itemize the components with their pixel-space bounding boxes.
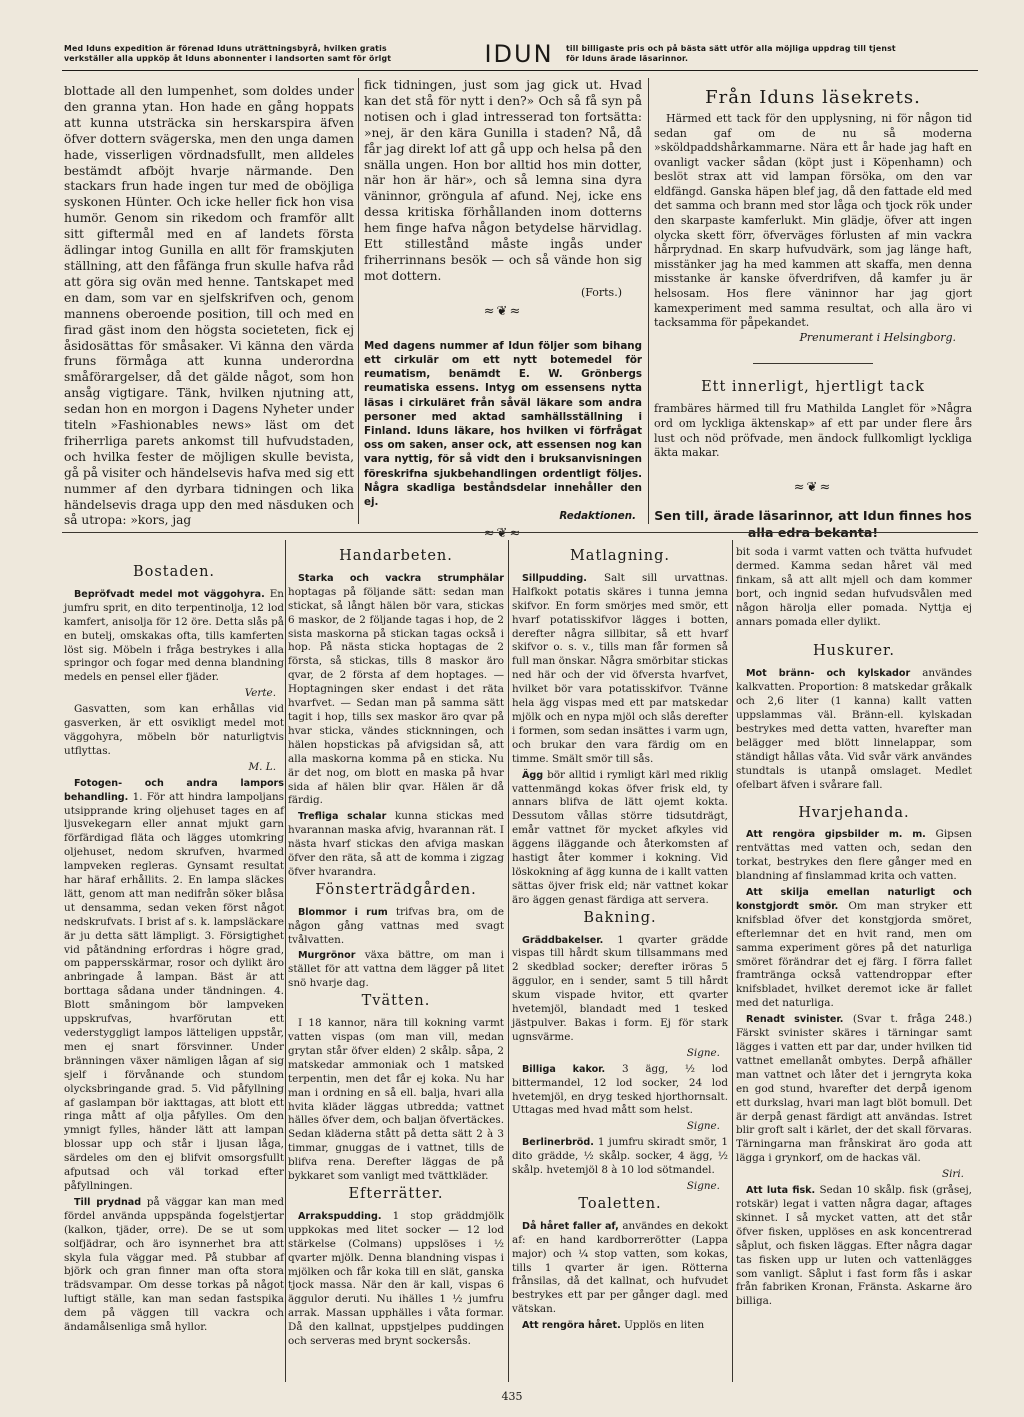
bakning-item bbox=[512, 934, 728, 1045]
bakning-item bbox=[512, 1063, 728, 1119]
item-lead: Gräddbakelser. bbox=[522, 934, 604, 946]
item-lead: Starka och vackra strumphälar bbox=[298, 572, 504, 584]
item-signature: M. L. bbox=[248, 760, 276, 773]
bostaden-column bbox=[64, 546, 284, 1337]
fonster-item bbox=[288, 949, 504, 991]
item-text: 1. För att hindra lampoljans utsipprande kring oljehuset tages en af ljusvekegarn eller annat mjukt garn förfärdigad fläta och lägges utomkring oljehuset, nedom skrufven, hvarmed lampveken regleras. Gynsamt resultat har häraf erhållits. 2. En lampa släckes lätt, genom att man nedifrån söker blåsa ut densamma, sedan veken först något nedskrufvats. I brist af s. k. lampsläckare är ju detta sätt lämpligt. 3. Försigtighet vid påtändning erfordras i högre grad, om pappersskärmar, rosor och dylikt äro anbringade å lampan. Bäst är att borttaga sådana under tändningen. 4. Blott småningom bör lampveken uppskrufvas, hvarförutan ett vederstyggligt lampos lätteligen uppstår, men ej snart försvinner. Under bränningen växer nämligen lågan af sig sjelf i förvånande och stundom olycksbringande grad. 5. Vid påfyllning af gaslampan bör iakttagas, att blott ett ringa mått af olja påfylles. Om den ymnigt fylles, händer lätt att lampan blossar upp och står i ljusan låga, särdeles om den ej blifvit omsorgsfullt afputsad och väl torkad efter påfyllningen. bbox=[64, 790, 284, 1192]
header-right-notice bbox=[566, 44, 974, 64]
huskurer-title: Huskurer. bbox=[812, 643, 895, 660]
thanks-letter-text: frambäres härmed till fru Mathilda Langlet för »Några ord om lyckliga äktenskap» af ett par under flere års lust och nöd pröfvade, men ändock fullkomligt lyckliga äkta makar. bbox=[654, 402, 972, 460]
bostaden-title: Bostaden. bbox=[132, 564, 216, 580]
item-text: bör alltid i rymligt kärl med riklig vattenmängd kokas öfver frisk eld, ty annars blifva de lätt ojemt kokta. Dessutom vållas större tidsutdrägt, emår vattnet för mycket afkyles vid äggens iläggande och återkomsten af hastigt åter kommer i kokning. Vid löskokning af ägg kunna de i kallt vatten sättas öjver frisk eld; när vattnet kokar äro äggen genast färdiga att servera. bbox=[512, 768, 728, 906]
item-lead: Fotogen- och andra lampors behandling. bbox=[64, 777, 284, 803]
readers-call-to-action: Sen till, ärade läsarinnor, att Idun finnes hos alla edra bekanta! bbox=[654, 507, 972, 540]
item-lead: Sillpudding. bbox=[522, 572, 587, 584]
thanks-letter bbox=[654, 402, 972, 460]
reader-letter-1 bbox=[654, 112, 972, 346]
hvarjehanda-item bbox=[736, 828, 972, 884]
column-divider bbox=[285, 540, 286, 1382]
readers-column bbox=[654, 84, 972, 541]
bakning-item bbox=[512, 1136, 728, 1178]
header-left-notice bbox=[64, 44, 470, 64]
item-text: Salt sill urvattnas. Halfkokt potatis skäres i tunna jemna skifvor. En form smörjes med smör, ett hvarf potatisskifvor lägges i botten, derefter några sillbitar, så ett hvarf skifvor o. s. v., tills man får formen så full man önskar. Några smörbitar stickas ned här och der vid öfversta hvarfvet, hvilket bör vara potatisskifvor. Tvänne hela ägg vispas med ett par matskedar mjölk och en nypa mjöl och slås derefter i formen, som sedan insättes i varm ugn, och brukar den vara färdig om en timme. Smält smör till sås. bbox=[512, 571, 728, 765]
efterratter-item bbox=[288, 1210, 504, 1349]
column-divider bbox=[508, 540, 509, 1382]
item-signature: Signe. bbox=[686, 1179, 720, 1192]
header-left-line-2: verkställer alla uppköp åt Iduns abonnenter i landsorten samt för örlgt bbox=[64, 54, 392, 63]
column-divider bbox=[732, 540, 733, 1382]
page-number: 435 bbox=[501, 1390, 523, 1403]
toaletten-continued: bit soda i varmt vatten och tvätta hufvudet dermed. Kamma sedan håret väl med finkam, så att allt mjell och dam kommer bort, och ingnid sedan hufvudsvålen med någon härolja eller pomada. Nyttja ej annars pomada eller dylikt. bbox=[736, 546, 972, 628]
tvatten-text: I 18 kannor, nära till kokning varmt vatten vispas (om man vill, medan grytan står öfver elden) 2 skålp. såpa, 2 matskedar ammoniak och 1 matsked terpentin, men det får ej koka. Nu har man i ordning en så ell. balja, hvari alla hvita kläder läggas utbredda; vattnet hälles öfver dem, och baljan öfvertäckes. Sedan kläderna stått på detta sätt 2 à 3 timmar, gnuggas de i vattnet, tills de blifva rena. Derefter läggas de på bykkaret som vanligt med tvättkläder. bbox=[288, 1017, 504, 1183]
item-text: användes en dekokt af: en hand kardborrerötter (Lappa major) och ¼ stop vatten, som kokas, tills 1 qvarter är igen. Rötterna frånsilas, då det kallnat, och hufvudet bestrykes ett par per gånger dagl. med vätskan. bbox=[512, 1219, 728, 1316]
item-lead: Till prydnad bbox=[74, 1196, 142, 1208]
item-signature: Signe. bbox=[686, 1046, 720, 1059]
item-text: Gasvatten, som kan erhållas vid gasverken, är ett osvikligt medel mot väggohyra, möbeln bör naturligtvis utflyttas. bbox=[64, 703, 284, 757]
readers-section-title: Från Iduns läsekrets. bbox=[705, 87, 921, 108]
item-text: Upplös en liten bbox=[624, 1319, 705, 1332]
matlagning-column bbox=[512, 546, 728, 1335]
toaletten-title: Toaletten. bbox=[578, 1195, 662, 1212]
item-lead: Blommor i rum bbox=[298, 906, 388, 918]
header-rule bbox=[62, 70, 978, 71]
supplement-notice-text: Med dagens nummer af Idun följer som bihang ett cirkulär om ett nytt botemedel för reumatism, benämdt E. W. Grönbergs reumatiska essens. Intyg om essensens nytta läsas i cirkuläret från såväl läkare som andra personer med aktad samhällsställning i Finland. Iduns läkare, hos hvilken vi förfrågat oss om saken, anser ock, att essensen nog kan vara nyttig, för så vidt den i bruksanvisningen föreskrifna sjukbehandlingen ordentligt följes. Några skadliga beståndsdelar innehåller den ej. bbox=[364, 339, 642, 508]
item-text: hoptagas på följande sätt: sedan man stickat, så långt hälen bör vara, stickas 6 maskor, de 2 följande tagas i hop, de 2 sista maskorna på stickan tagas också i hop. På nästa sticka hoptagas de 2 första, så stickas, tills 8 maskor äro qvar, de 2 första af dem hoptages. — Hoptagningen sker endast i det räta hvarfvet. — Sedan man på samma sätt tagit i hop, tills sex maskor äro qvar på hvar sticka, vändes sticknningen, och hälen hopstickas på afvigsidan så, att alla maskorna komma på en sticka. Nu är det nog, om blott en maska på hvar sida af hälen blir qvar. Hälen är då färdig. bbox=[288, 585, 504, 807]
serial-story-text-1: blottade all den lumpenhet, som doldes under den granna ytan. Hon hade en gång hoppats att kunna utsträcka sin herskarspira äfven öfver dottern svägerska, men den unga damen hade, visserligen vördnadsfullt, men alldeles bestämdt afböjt hvarje närmande. Den stackars frun hade ingen tur med de oböjliga syskonen Hünter. Och icke heller fick hon visa humör. Genom sin rikedom och framför allt sitt giftermål med en af landets första ädlingar intog Gunilla en allt för framskjuten ställning, att den fåfänga frun skulle hafva råd att göra sig ovän med henne. Tantskapet med en dam, som var en sjelfskrifven och, genom mannens oberoende position, till och med en firad gäst inom den högsta societeten, fick ej åsidosättas för småsaker. Vi känna den värda fruns förmåga att kunna underordna småförargelser, då det gälde något, som hon ansåg vigtigare. Tänk, hvilken njutning att, sedan hon en morgon i Dagens Nyheter under titeln »Fashionables news» läst om det friherrliga parets ankomst till hufvudstaden, och hvilka fester de möjligen skulle bevista, gå på visiter och händelsevis hafva med sig ett nummer af den dyrbara tidningen och lika händelsevis draga upp den med näsduken och så utropa: »kors, jag bbox=[64, 84, 354, 528]
handarbeten-column bbox=[288, 546, 504, 1351]
reader-letter-1-text: Härmed ett tack för den upplysning, ni för någon tid sedan gaf om de nu så moderna »sköldpaddshårkammarne. Nära ett år hade jag haft en ovanligt vacker sådan (köpt just i Köpenhamn) och beslöt strax att vid lampan försöka, om den var eldfängd. Ganska häpen blef jag, då den fattade eld med det samma och brann med stor låga och tjock rök under den skarpaste kamferlukt. Min glädje, öfver att ingen olycka skett förr, öfverväges förlusten af min vackra hårprydnad. En skarp hufvudvärk, som jag länge haft, misstänker jag ha med kammen att skaffa, men denna misstanke är kanske öfverdrifven, då kamfer ju är helsosam. Hos flere väninnor har jag gjort kamexperiment med samma resultat, och alla äro vi tacksamma för påpekandet. bbox=[654, 111, 972, 330]
item-lead: Renadt svinister. bbox=[746, 1014, 844, 1026]
masthead: IDUN bbox=[484, 40, 554, 68]
item-lead: Att rengöra håret. bbox=[522, 1320, 621, 1332]
item-signature: Verte. bbox=[244, 687, 276, 700]
huskurer-column bbox=[736, 546, 972, 1311]
handarbeten-item bbox=[288, 572, 504, 808]
serial-story-column-2 bbox=[364, 78, 642, 545]
item-signature: Signe. bbox=[686, 1120, 720, 1133]
tvatten-title: Tvätten. bbox=[361, 993, 431, 1010]
column-divider bbox=[648, 78, 649, 524]
hvarjehanda-item bbox=[736, 1013, 972, 1166]
item-lead: Att luta fisk. bbox=[746, 1185, 816, 1197]
item-text: En jumfru sprit, en dito terpentinolja, 12 lod kamfert, anisolja för 12 öre. Detta slås på en butelj, omskakas ofta, tills kamferten löst sig. Möbeln i fråga bestrykes i alla springor och fogar med denna blandning medels en pensel eller fjäder. bbox=[64, 587, 284, 684]
thanks-title: Ett innerligt, hjertligt tack bbox=[701, 379, 925, 396]
hvarjehanda-item bbox=[736, 1184, 972, 1309]
toaletten-item bbox=[512, 1220, 728, 1317]
item-lead: Arrakspudding. bbox=[298, 1210, 382, 1222]
item-lead: Mot bränn- och kylskador bbox=[746, 668, 911, 680]
continued-label: (Forts.) bbox=[580, 285, 622, 299]
supplement-notice-signature: Redaktionen. bbox=[559, 510, 636, 523]
reader-letter-1-signature: Prenumerant i Helsingborg. bbox=[799, 330, 956, 344]
supplement-notice bbox=[364, 339, 642, 524]
item-lead: Att rengöra gipsbilder m. m. bbox=[746, 829, 926, 841]
efterratter-title: Efterrätter. bbox=[348, 1185, 444, 1202]
serial-story-column-1 bbox=[64, 84, 354, 529]
serial-story-text-2: fick tidningen, just som jag gick ut. Hvad kan det stå för nytt i den?» Och så få syn på notisen och i glad intresserad ton fortsätta: »nej, är den kära Gunilla i staden? Nå, då får jag direkt lof att gå upp och helsa på den snälla ungen. Hon bor alltid hos min dotter, när hon är här», och så lemna sina dyra väninnor, gröngula af afund. Nej, icke ens dessa kritiska förhållanden inom dotterns hem finge hafva någon betydelse härvidlag. Ett stillestånd måste ingås under friherrinnans besök — och så vände hon sig mot dottern. bbox=[364, 78, 642, 283]
item-text: på väggar kan man med fördel använda uppspända fogelstjertar (kalkon, tjäder, orre). De se ut som solfjädrar, och äro isynnerhet bra att skyla fula väggar med. På stubbar af björk och gran finner man ofta stora trädsvampar. Om desse torkas på något luftigt ställe, kan man sedan fastspika dem på väggen till vackra och ändamålsenliga små hyllor. bbox=[64, 1195, 284, 1334]
item-text: (Svar t. fråga 248.) Färskt svinister skäres i tärningar samt lägges i vatten ett par dar, under hvilken tid vattnet emellanåt ombytes. Derpå afhäller man vattnet och låter det i jerngryta koka en god stund, hvarefter det derpå igenom ett durkslag, hvari man lagt blöt bomull. Det är derpå genast färdigt att användas. Istret blir groft salt i kärlet, der det skall förvaras. Tärningarna man frånskirat äro goda att lägga i grynkorf, om de hackas väl. bbox=[736, 1013, 972, 1165]
bostaden-item bbox=[64, 703, 284, 759]
item-text: 1 stop gräddmjölk uppkokas med litet socker — 12 lod stärkelse (Colmans) uppslöses i ½ qvarter mjölk. Denna blandning vispas i mjölken och får koka till en slät, ganska tjock massa. När den är kall, vispas 6 äggulor deruti. Nu ihälles 1 ½ jumfru arrak. Massan upphälles i våta formar. Då den kallnat, uppstjelpes puddingen och serveras med brynt sockersås. bbox=[288, 1209, 504, 1348]
toaletten-item bbox=[512, 1319, 728, 1333]
item-text: 3 ägg, ½ lod bittermandel, 12 lod socker, 24 lod hvetemjöl, en dryg tesked hjorthornsalt. Uttagas med hvad mått som helst. bbox=[512, 1062, 729, 1117]
header-left-line-1: Med Iduns expedition är förenad Iduns uträttningsbyrå, hvilken gratis bbox=[64, 44, 387, 53]
fonster-title: Fönsterträdgården. bbox=[315, 881, 477, 898]
item-text: kunna stickas med hvarannan maska afvig, hvarannan rät. I nästa hvarf stickas den afviga maskan öfver den räta, så att de komma i zigzag öfver hvarandra. bbox=[288, 810, 504, 878]
matlagning-title: Matlagning. bbox=[569, 548, 671, 564]
short-rule bbox=[753, 363, 873, 364]
header-right-line-1: till billigaste pris och på bästa sätt utför alla möjliga uppdrag till tjenst bbox=[566, 44, 896, 53]
ornament-divider: ≈❦≈ bbox=[483, 303, 523, 319]
item-text: Gipsen rentvättas med vatten och, sedan den torkat, bestrykes den flere gånger med en blandning af finslammad krita och vatten. bbox=[736, 828, 972, 883]
hvarjehanda-title: Hvarjehanda. bbox=[798, 804, 910, 821]
bakning-title: Bakning. bbox=[583, 909, 657, 926]
matlagning-item bbox=[512, 572, 728, 767]
item-lead: Bepröfvadt medel mot väggohyra. bbox=[74, 588, 265, 600]
ornament-divider: ≈❦≈ bbox=[793, 479, 833, 495]
item-text: trifvas bra, om de någon gång vattnas med svagt tvålvatten. bbox=[288, 905, 504, 946]
item-lead: Att skilja emellan naturligt och konstgjordt smör. bbox=[736, 887, 972, 912]
item-lead: Trefliga schalar bbox=[298, 811, 387, 823]
handarbeten-item bbox=[288, 810, 504, 880]
item-text: användes kalkvatten. Proportion: 8 matskedar gråkalk och 2,6 liter (1 kanna) kallt vatten uppslammas väl. Bränn-ell. kylskadan bestrykes med detta vatten, hvarefter man belägger med blött linnelappar, som ständigt hållas våta. Vid svår värk användes stundtals is utanpå omslaget. Medlet ofelbart äfven i svårare fall. bbox=[736, 667, 972, 791]
item-lead: Berlinerbröd. bbox=[522, 1137, 594, 1149]
header-right-line-2: för Iduns ärade läsarinnor. bbox=[566, 54, 689, 63]
item-lead: Billiga kakor. bbox=[522, 1063, 606, 1075]
bostaden-item bbox=[64, 588, 284, 685]
item-text: växa bättre, om man i stället för att vattna dem lägger på litet snö hvarje dag. bbox=[288, 949, 504, 990]
column-divider bbox=[358, 78, 359, 524]
fonster-item bbox=[288, 906, 504, 948]
hvarjehanda-item bbox=[736, 886, 972, 1011]
handarbeten-title: Handarbeten. bbox=[339, 548, 453, 564]
item-text: Om man stryker ett knifsblad öfver det konstgjorda smöret, efterlemnar det en hvit rand, men om samma experiment göres på det naturliga smöret förändrar det ej färg. I förra fallet framtränga också vattendroppar efter knifsbladet, hvilket deremot icke är fallet med det naturliga. bbox=[736, 899, 972, 1010]
item-lead: Då håret faller af, bbox=[522, 1220, 619, 1232]
ornament-divider: ≈❦≈ bbox=[483, 526, 523, 542]
bostaden-item bbox=[64, 1196, 284, 1335]
matlagning-item bbox=[512, 769, 728, 908]
item-text: Sedan 10 skålp. fisk (gråsej, rotskär) legat i vatten några dagar, aftages skinnet. I så mycket vatten, att det står öfver fisken, upplöses en ask koncentrerad såplut, och fisken läggas. Efter några dagar tas fisken upp ur luten och vattenlägges som vanligt. Såplut i fast form fås i askar från fabriken Kronan, Fränsta. Askarne äro billiga. bbox=[736, 1184, 972, 1308]
bostaden-item bbox=[64, 777, 284, 1194]
section-divider bbox=[62, 532, 978, 533]
huskurer-item bbox=[736, 667, 972, 792]
item-lead: Murgrönor bbox=[298, 950, 356, 962]
item-signature: Siri. bbox=[941, 1168, 964, 1181]
item-lead: Ägg bbox=[522, 769, 544, 781]
item-text: 1 qvarter grädde vispas till hårdt skum tillsammans med 2 skedblad socker; derefter iröras 5 äggulor, en i sender, samt 5 till hårdt skum vispade hvitor, ett qvarter hvetemjöl, blandadt med 1 tesked jästpulver. Bakas i form. Ej för stark ugnsvärme. bbox=[512, 933, 728, 1043]
item-text: 1 jumfru skiradt smör, 1 dito grädde, ½ skålp. socker, 4 ägg, ½ skålp. hvetemjöl 8 à 10 lod sötmandel. bbox=[512, 1136, 728, 1177]
